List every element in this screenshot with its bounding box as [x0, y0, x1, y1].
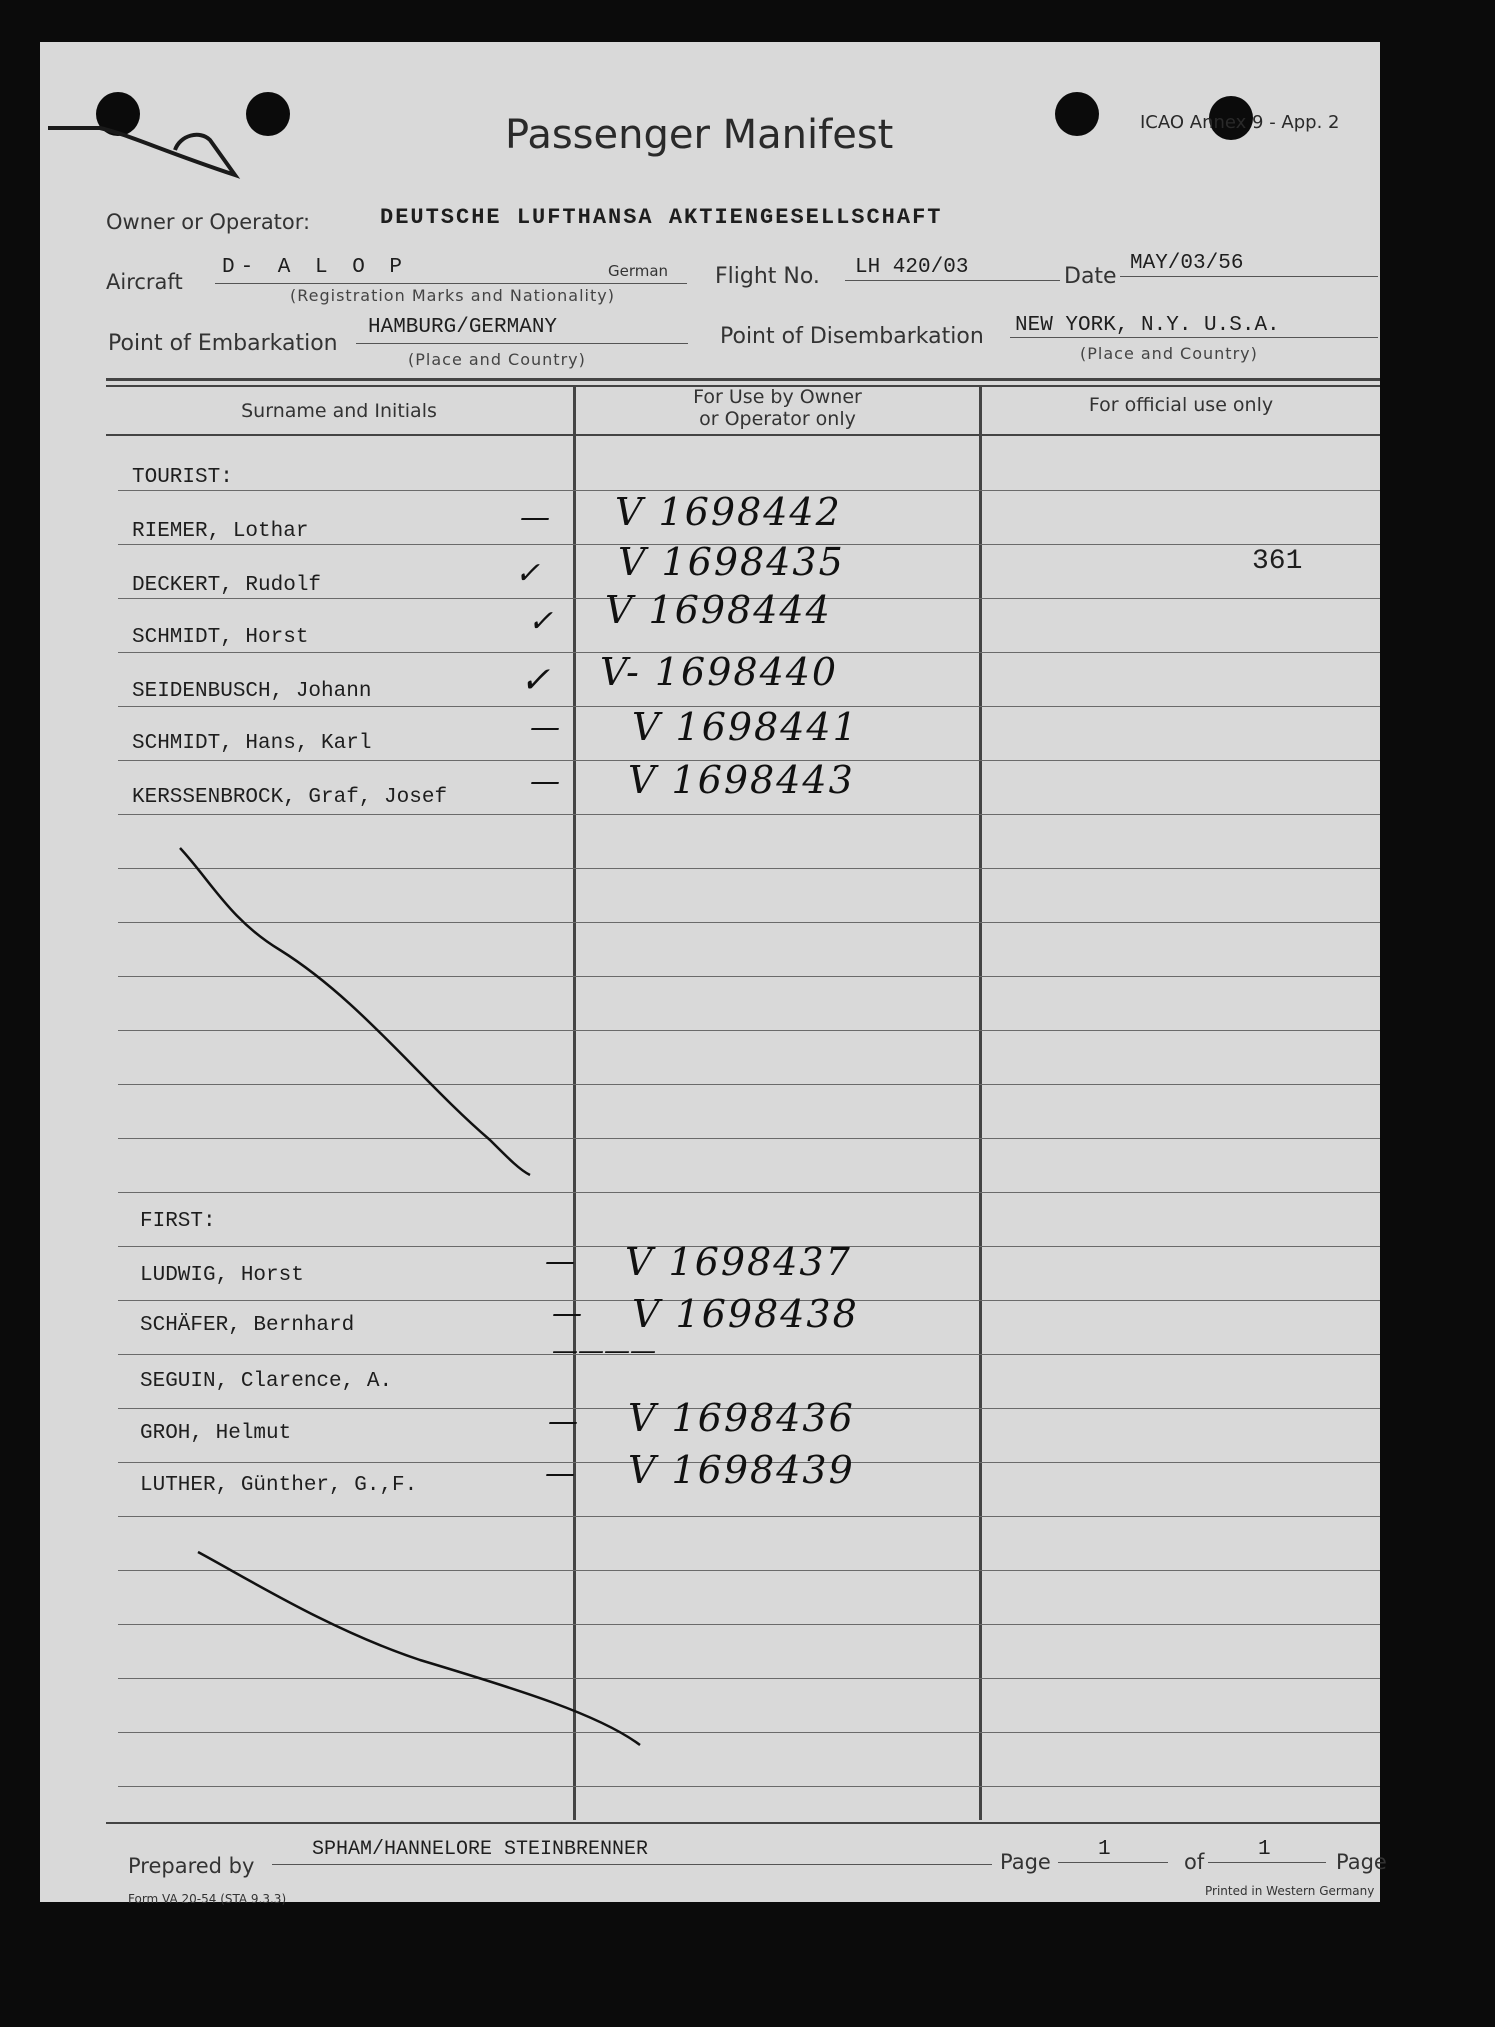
passenger-name: RIEMER, Lothar — [132, 520, 309, 543]
first-heading: FIRST: — [140, 1210, 216, 1233]
column-header-official: For official use only — [1088, 394, 1274, 416]
embarkation-value: HAMBURG/GERMANY — [368, 316, 558, 339]
ticket-number: V- 1698440 — [600, 650, 839, 694]
disembarkation-caption: (Place and Country) — [1080, 344, 1258, 363]
ticket-number: V 1698438 — [632, 1292, 859, 1336]
aircraft-caption: (Registration Marks and Nationality) — [290, 286, 615, 305]
date-label: Date — [1064, 264, 1117, 289]
check-mark: ✓ — [520, 660, 553, 701]
passenger-name: SCHMIDT, Horst — [132, 626, 309, 649]
column-header-names: Surname and Initials — [241, 400, 437, 422]
printed-note: Printed in Western Germany — [1205, 1884, 1375, 1898]
tourist-heading: TOURIST: — [132, 466, 233, 489]
official-number: 361 — [1252, 546, 1303, 577]
check-mark: — — [545, 1456, 577, 1491]
column-header-owner-use-2: or Operator only — [699, 408, 856, 430]
page-label: Page — [1000, 1850, 1051, 1874]
check-mark: — — [548, 1404, 580, 1439]
check-mark: ✓ — [515, 556, 543, 591]
check-mark: — — [530, 764, 562, 799]
disembarkation-label: Point of Disembarkation — [720, 324, 984, 349]
passenger-name: SCHÄFER, Bernhard — [140, 1314, 355, 1337]
ticket-number: V 1698436 — [628, 1396, 855, 1440]
passenger-name: SEIDENBUSCH, Johann — [132, 680, 372, 703]
ticket-number: ———— — [552, 1336, 656, 1366]
prepared-by-value: SPHAM/HANNELORE STEINBRENNER — [312, 1838, 649, 1861]
passenger-name: DECKERT, Rudolf — [132, 574, 322, 597]
prepared-by-label: Prepared by — [128, 1854, 255, 1878]
embarkation-caption: (Place and Country) — [408, 350, 586, 369]
passenger-name: GROH, Helmut — [140, 1422, 292, 1445]
check-mark: ✓ — [528, 604, 556, 639]
passenger-name: KERSSENBROCK, Graf, Josef — [132, 786, 448, 809]
ticket-number: V 1698435 — [618, 540, 845, 584]
check-mark: — — [520, 500, 552, 535]
icao-reference: ICAO Annex 9 - App. 2 — [1140, 112, 1340, 133]
passenger-name: SCHMIDT, Hans, Karl — [132, 732, 372, 755]
flight-value: LH 420/03 — [855, 256, 969, 279]
passenger-name: LUTHER, Günther, G.,F. — [140, 1474, 418, 1497]
aircraft-nationality: German — [608, 262, 669, 280]
disembarkation-value: NEW YORK, N.Y. U.S.A. — [1015, 314, 1280, 337]
page-title: Passenger Manifest — [505, 112, 894, 158]
ticket-number: V 1698441 — [632, 705, 859, 749]
embarkation-label: Point of Embarkation — [108, 331, 338, 356]
form-number: Form VA 20-54 (STA 9.3.3) — [128, 1892, 287, 1906]
ticket-number: V 1698444 — [605, 588, 832, 632]
column-header-owner-use-1: For Use by Owner — [693, 386, 862, 408]
date-value: MAY/03/56 — [1130, 252, 1244, 275]
cross-out-first — [198, 1552, 640, 1745]
pages-label: Page — [1336, 1850, 1387, 1874]
aircraft-label: Aircraft — [106, 270, 183, 294]
clip-mark — [48, 128, 235, 175]
cross-out-tourist — [180, 848, 530, 1175]
ticket-number: V 1698437 — [625, 1240, 852, 1284]
passenger-name: SEGUIN, Clarence, A. — [140, 1370, 393, 1393]
page-total: 1 — [1258, 1838, 1271, 1861]
flight-label: Flight No. — [715, 264, 820, 289]
of-label: of — [1184, 1850, 1205, 1874]
check-mark: — — [552, 1296, 584, 1331]
aircraft-value: D- A L O P — [222, 256, 409, 279]
owner-value: DEUTSCHE LUFTHANSA AKTIENGESELLSCHAFT — [380, 205, 943, 230]
check-mark: — — [530, 710, 562, 745]
ticket-number: V 1698439 — [628, 1448, 855, 1492]
ticket-number: V 1698443 — [628, 758, 855, 802]
owner-label: Owner or Operator: — [106, 210, 311, 234]
page-number: 1 — [1098, 1838, 1111, 1861]
passenger-name: LUDWIG, Horst — [140, 1264, 304, 1287]
ticket-number: V 1698442 — [615, 490, 842, 534]
check-mark: — — [545, 1244, 577, 1279]
